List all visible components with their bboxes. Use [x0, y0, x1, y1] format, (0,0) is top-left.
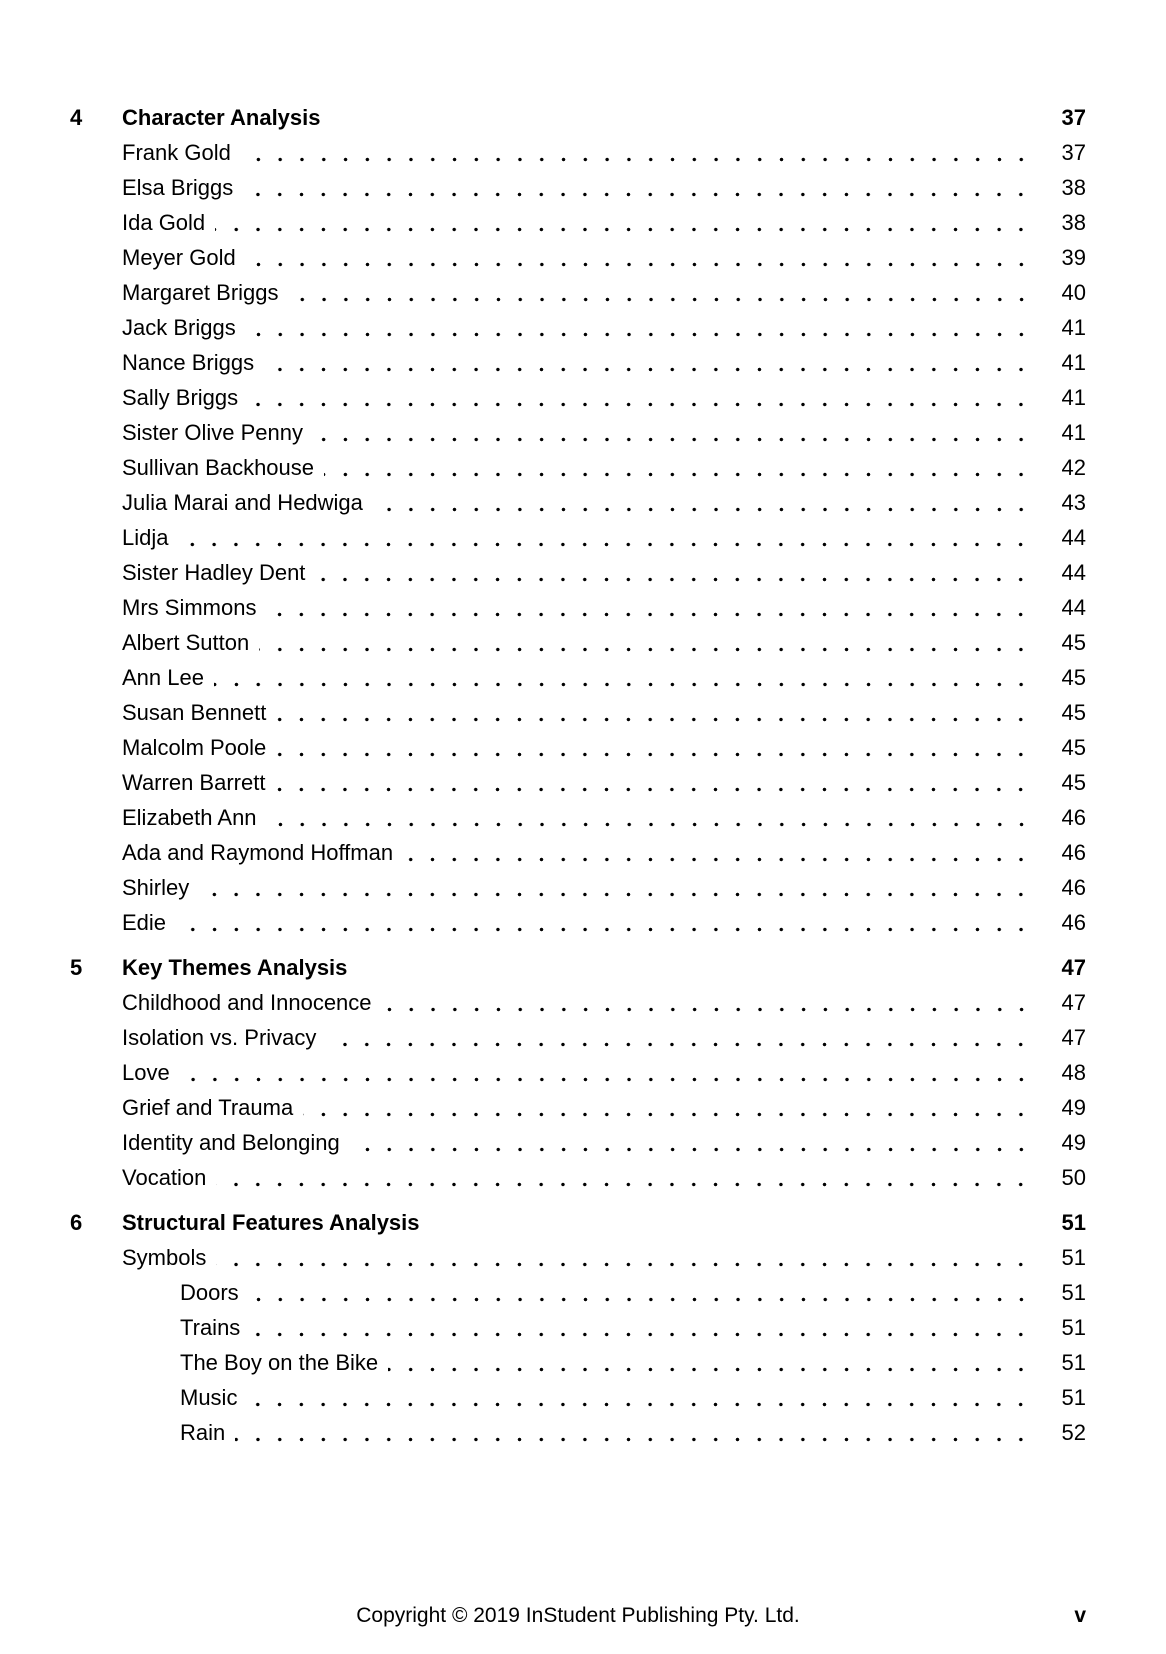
entry-label: Meyer Gold — [122, 245, 236, 270]
entry-label: Sister Olive Penny — [122, 420, 303, 445]
entry-page-number: 51 — [1061, 1245, 1086, 1270]
entry-page-number: 42 — [1061, 455, 1086, 480]
entry-label: Love — [122, 1060, 170, 1085]
toc-entry — [70, 590, 1086, 625]
entry-page-number: 41 — [1061, 315, 1086, 340]
dot-leader — [315, 555, 1032, 590]
toc-entry — [70, 1345, 1086, 1380]
entry-page-number: 51 — [1061, 1350, 1086, 1375]
dot-leader — [266, 590, 1032, 625]
dot-leader — [289, 275, 1032, 310]
toc-entry — [70, 205, 1086, 240]
section-title: Character Analysis — [122, 105, 321, 130]
toc-entry — [70, 240, 1086, 275]
entry-label: Isolation vs. Privacy — [122, 1025, 317, 1050]
toc-entry — [70, 1275, 1086, 1310]
entry-page-number: 43 — [1061, 490, 1086, 515]
entry-page-number: 45 — [1061, 630, 1086, 655]
dot-leader — [199, 870, 1032, 905]
dot-leader — [246, 240, 1032, 275]
toc-entry — [70, 520, 1086, 555]
entry-page-number: 44 — [1061, 525, 1086, 550]
entry-page-number: 45 — [1061, 735, 1086, 760]
entry-page-number: 38 — [1061, 210, 1086, 235]
dot-leader — [214, 660, 1032, 695]
entry-label: Malcolm Poole — [122, 735, 267, 760]
entry-page-number: 45 — [1061, 700, 1086, 725]
section-page-number: 37 — [1061, 105, 1086, 130]
dot-leader — [276, 730, 1032, 765]
dot-leader — [249, 1275, 1032, 1310]
section-title: Key Themes Analysis — [122, 955, 348, 980]
entry-label: Sullivan Backhouse — [122, 455, 315, 480]
section-page-number: 51 — [1061, 1210, 1086, 1235]
entry-label: Trains — [180, 1315, 241, 1340]
entry-page-number: 49 — [1061, 1095, 1086, 1120]
entry-label: Lidja — [122, 525, 169, 550]
dot-leader — [313, 415, 1032, 450]
toc-section-heading — [70, 100, 1086, 135]
dot-leader — [250, 1310, 1032, 1345]
entry-page-number: 51 — [1061, 1385, 1086, 1410]
entry-label: Sally Briggs — [122, 385, 239, 410]
entry-label: Susan Bennett — [122, 700, 267, 725]
entry-page-number: 46 — [1061, 840, 1086, 865]
entry-label: Elsa Briggs — [122, 175, 234, 200]
dot-leader — [403, 835, 1032, 870]
toc-entry — [70, 730, 1086, 765]
dot-leader — [246, 310, 1032, 345]
entry-page-number: 40 — [1061, 280, 1086, 305]
dot-leader — [215, 205, 1032, 240]
toc-entry — [70, 870, 1086, 905]
entry-label: Music — [180, 1385, 238, 1410]
dot-leader — [350, 1125, 1032, 1160]
toc-entry — [70, 625, 1086, 660]
dot-leader — [180, 1055, 1032, 1090]
entry-page-number: 45 — [1061, 770, 1086, 795]
toc-entry — [70, 660, 1086, 695]
dot-leader — [178, 520, 1032, 555]
section-number: 6 — [70, 1210, 83, 1235]
entry-label: Ann Lee — [122, 665, 204, 690]
entry-page-number: 39 — [1061, 245, 1086, 270]
toc-entry — [70, 135, 1086, 170]
toc-entry — [70, 310, 1086, 345]
entry-page-number: 46 — [1061, 910, 1086, 935]
entry-label: Rain — [180, 1420, 226, 1445]
dot-leader — [276, 695, 1032, 730]
entry-label: The Boy on the Bike — [180, 1350, 379, 1375]
toc-entry — [70, 275, 1086, 310]
toc-section-heading — [70, 950, 1086, 985]
dot-leader — [243, 170, 1032, 205]
dot-leader — [176, 905, 1032, 940]
entry-label: Mrs Simmons — [122, 595, 257, 620]
table-of-contents — [70, 100, 1086, 1450]
entry-label: Grief and Trauma — [122, 1095, 294, 1120]
entry-label: Julia Marai and Hedwiga — [122, 490, 363, 515]
toc-entry — [70, 415, 1086, 450]
entry-page-number: 37 — [1061, 140, 1086, 165]
entry-label: Elizabeth Ann — [122, 805, 257, 830]
toc-section-heading — [70, 1205, 1086, 1240]
entry-label: Warren Barrett — [122, 770, 266, 795]
toc-entry — [70, 1380, 1086, 1415]
folio-page-number: v — [1074, 1604, 1086, 1627]
toc-entry — [70, 1240, 1086, 1275]
dot-leader — [264, 345, 1032, 380]
section-title: Structural Features Analysis — [122, 1210, 420, 1235]
toc-entry — [70, 835, 1086, 870]
section-number: 4 — [70, 105, 83, 130]
toc-entry — [70, 170, 1086, 205]
entry-label: Childhood and Innocence — [122, 990, 372, 1015]
entry-page-number: 41 — [1061, 420, 1086, 445]
entry-label: Doors — [180, 1280, 239, 1305]
toc-entry — [70, 695, 1086, 730]
page-footer — [70, 1601, 1086, 1631]
toc-entry — [70, 555, 1086, 590]
dot-leader — [241, 135, 1032, 170]
toc-entry — [70, 1310, 1086, 1345]
dot-leader — [326, 1020, 1032, 1055]
dot-leader — [275, 765, 1032, 800]
entry-page-number: 46 — [1061, 875, 1086, 900]
toc-entry — [70, 1415, 1086, 1450]
entry-label: Albert Sutton — [122, 630, 250, 655]
section-page-number: 47 — [1061, 955, 1086, 980]
entry-label: Sister Hadley Dent — [122, 560, 306, 585]
toc-entry — [70, 765, 1086, 800]
dot-leader — [303, 1090, 1032, 1125]
entry-page-number: 50 — [1061, 1165, 1086, 1190]
entry-label: Identity and Belonging — [122, 1130, 340, 1155]
toc-entry — [70, 380, 1086, 415]
dot-leader — [235, 1415, 1032, 1450]
toc-entry — [70, 1055, 1086, 1090]
entry-label: Shirley — [122, 875, 190, 900]
copyright-text: Copyright © 2019 InStudent Publishing Pty. Ltd. — [356, 1604, 800, 1627]
entry-page-number: 51 — [1061, 1315, 1086, 1340]
entry-page-number: 41 — [1061, 385, 1086, 410]
entry-page-number: 45 — [1061, 665, 1086, 690]
entry-page-number: 44 — [1061, 560, 1086, 585]
toc-entry — [70, 800, 1086, 835]
toc-entry — [70, 485, 1086, 520]
toc-entry — [70, 450, 1086, 485]
entry-page-number: 41 — [1061, 350, 1086, 375]
entry-page-number: 48 — [1061, 1060, 1086, 1085]
toc-entry — [70, 985, 1086, 1020]
entry-page-number: 47 — [1061, 1025, 1086, 1050]
dot-leader — [388, 1345, 1032, 1380]
entry-page-number: 38 — [1061, 175, 1086, 200]
entry-label: Jack Briggs — [122, 315, 236, 340]
entry-label: Edie — [122, 910, 167, 935]
entry-label: Symbols — [122, 1245, 207, 1270]
section-number: 5 — [70, 955, 83, 980]
entry-page-number: 52 — [1061, 1420, 1086, 1445]
dot-leader — [267, 800, 1032, 835]
dot-leader — [324, 450, 1032, 485]
toc-entry — [70, 1020, 1086, 1055]
dot-leader — [216, 1160, 1032, 1195]
dot-leader — [382, 985, 1032, 1020]
dot-leader — [373, 485, 1032, 520]
entry-label: Ada and Raymond Hoffman — [122, 840, 394, 865]
entry-page-number: 44 — [1061, 595, 1086, 620]
entry-page-number: 47 — [1061, 990, 1086, 1015]
dot-leader — [216, 1240, 1032, 1275]
entry-page-number: 46 — [1061, 805, 1086, 830]
toc-entry — [70, 345, 1086, 380]
dot-leader — [248, 380, 1032, 415]
entry-label: Ida Gold — [122, 210, 206, 235]
entry-page-number: 51 — [1061, 1280, 1086, 1305]
entry-page-number: 49 — [1061, 1130, 1086, 1155]
dot-leader — [247, 1380, 1032, 1415]
entry-label: Vocation — [122, 1165, 207, 1190]
entry-label: Frank Gold — [122, 140, 231, 165]
toc-entry — [70, 905, 1086, 940]
toc-entry — [70, 1125, 1086, 1160]
entry-label: Margaret Briggs — [122, 280, 279, 305]
toc-entry — [70, 1160, 1086, 1195]
dot-leader — [259, 625, 1032, 660]
toc-entry — [70, 1090, 1086, 1125]
entry-label: Nance Briggs — [122, 350, 255, 375]
